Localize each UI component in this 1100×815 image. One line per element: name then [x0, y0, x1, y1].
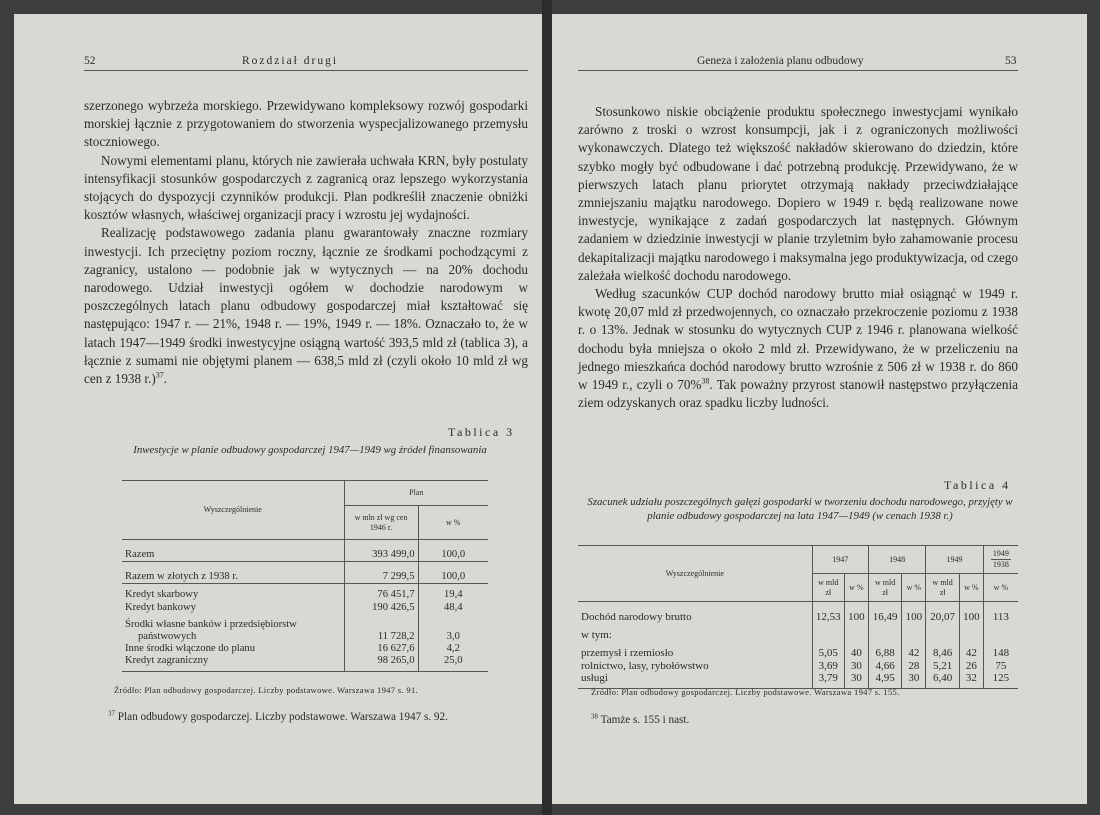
table-4-subheader-pct: w % — [959, 574, 983, 602]
table-cell: 26 — [959, 660, 983, 672]
table-cell: 8,46 — [926, 642, 960, 660]
table-cell-label: Kredyt bankowy — [125, 601, 196, 613]
table-row — [578, 624, 1018, 642]
table-cell-value: 11 728,2 — [344, 631, 418, 643]
table-4-subheader-value: w mld zł — [812, 574, 844, 602]
footnote-38-number: 38 — [591, 712, 598, 721]
table-cell-value: 190 426,5 — [344, 602, 418, 614]
table-3-header-pct: w % — [418, 506, 488, 540]
footnote-37-text: Plan odbudowy gospodarczej. Liczby podstawowe. Warszawa 1947 s. 92. — [117, 711, 448, 723]
table-row — [122, 655, 488, 672]
table-4-caption: Szacunek udziału poszczególnych gałęzi gospodarki w tworzeniu dochodu narodowego, przyjęty w planie odbudowy gospodarczej na lata 1947—1949 (w cenach 1938 r.) — [587, 496, 1013, 522]
table-cell: 75 — [983, 660, 1018, 672]
table-row — [122, 562, 488, 584]
table-cell-label: Inne środki włączone do planu — [125, 642, 256, 654]
table-cell-label: Razem w złotych z 1938 r. — [122, 562, 344, 584]
table-cell-label: Środki własne banków i przedsiębiorstw — [125, 618, 297, 630]
table-cell — [844, 624, 868, 642]
table-cell — [926, 624, 960, 642]
right-paragraph-2-tail: . Tak poważny przyrost stanowił następstwo przyłączenia ziem odzyskanych oraz spadku liczby ludności. — [578, 377, 1018, 411]
table-row — [578, 672, 1018, 689]
table-cell-value: 98 265,0 — [344, 655, 418, 672]
table-cell-label: państwowych — [138, 630, 197, 642]
right-paragraph-2 — [578, 285, 1018, 412]
table-cell-pct — [418, 614, 488, 631]
left-paragraph-1: szerzonego wybrzeża morskiego. Przewidywano kompleksowy rozwój gospodarki morskiej łącznie z przygotowaniem do stworzenia wyspecjalizowanego przemysłu stoczniowego. — [84, 98, 528, 150]
table-4-subheader-pct: w % — [844, 574, 868, 602]
table-4-subheader-pct: w % — [902, 574, 926, 602]
table-4-subheader-value: w mld zł — [868, 574, 902, 602]
table-cell-value: 7 299,5 — [344, 562, 418, 584]
right-page-number: 53 — [1005, 55, 1017, 67]
table-cell-label: Dochód narodowy brutto — [581, 611, 692, 624]
table-cell: 5,21 — [926, 660, 960, 672]
left-paragraph-3: Realizację podstawowego zadania planu gwarantowały znaczne rozmiary inwestycji. Ich przeciętny poziom roczny, łącznie ze środkami pochodzącymi z zagranicy, ustalono — podobnie jak w wytycznych — na 20% dochodu narodowego. Udział inwestycji ogółem w dochodzie narodowym w poszczególnych latach planu odbudowy gospodarczej miał kształtować się następująco: 1947 r. — 21%, 1948 r. — 19%, 1949 r. — 18%. Oznaczało to, że w latach 1947—1949 środki inwestycyjne osiągną wartość 393,5 mld zł (tablica 3), a łącznie z sumami nie objętymi planem — 638,5 mld zł (czyli około 10 mld zł wg cen z 1938 r.)$^{37}$. — [84, 225, 528, 387]
footnote-38-text: Tamże s. 155 i nast. — [600, 714, 690, 726]
table-cell — [812, 624, 844, 642]
table-3-source: Źródło: Plan odbudowy gospodarczej. Liczby podstawowe. Warszawa 1947 s. 91. — [114, 685, 418, 695]
footnote-38 — [591, 714, 689, 726]
left-running-head: Rozdział drugi — [242, 55, 339, 67]
table-cell: 148 — [983, 642, 1018, 660]
table-cell: 3,79 — [812, 672, 844, 689]
table-cell: 113 — [983, 602, 1018, 624]
table-cell-pct: 25,0 — [418, 655, 488, 672]
table-row — [122, 540, 488, 562]
table-cell-label: Razem — [125, 548, 155, 560]
table-cell — [868, 624, 902, 642]
footnote-ref-37: 37 — [155, 370, 164, 380]
table-cell: 3,69 — [812, 660, 844, 672]
table-cell: 42 — [959, 642, 983, 660]
table-4-subheader-value: w mld zł — [926, 574, 960, 602]
table-cell: 5,05 — [812, 642, 844, 660]
footnote-37-number: 37 — [108, 709, 115, 718]
table-cell-label: Kredyt skarbowy — [122, 584, 344, 602]
table-row — [122, 584, 488, 602]
table-cell: 4,66 — [868, 660, 902, 672]
table-row — [122, 631, 488, 643]
table-cell: 4,95 — [868, 672, 902, 689]
table-4-header-1947: 1947 — [812, 546, 868, 574]
table-4-header-item: Wyszczególnienie — [578, 546, 812, 602]
table-cell-pct: 100,0 — [418, 562, 488, 584]
left-header-rule — [84, 70, 528, 71]
book-gutter — [542, 0, 552, 815]
table-cell-pct: 19,4 — [418, 584, 488, 602]
table-row — [122, 602, 488, 614]
table-cell-pct: 48,4 — [443, 601, 463, 613]
table-cell-pct: 4,2 — [446, 642, 460, 654]
footnote-37 — [108, 711, 448, 723]
table-cell — [959, 624, 983, 642]
table-cell: 12,53 — [812, 602, 844, 624]
table-cell — [983, 624, 1018, 642]
table-cell: 32 — [959, 672, 983, 689]
table-cell: 30 — [844, 672, 868, 689]
table-cell: 6,88 — [868, 642, 902, 660]
table-cell-label: przemysł i rzemiosło — [581, 647, 674, 660]
table-3-header-item: Wyszczególnienie — [122, 481, 344, 540]
table-cell: 30 — [844, 660, 868, 672]
table-4-header-ratio — [983, 546, 1018, 574]
table-cell-label: Kredyt zagraniczny — [122, 655, 344, 672]
table-4-header-1948: 1948 — [868, 546, 925, 574]
right-header-rule — [578, 70, 1018, 71]
table-cell: 100 — [959, 602, 983, 624]
table-cell: 100 — [902, 602, 926, 624]
table-4-subheader-pct: w % — [983, 574, 1018, 602]
table-cell — [902, 624, 926, 642]
table-4-label: Tablica 4 — [944, 478, 1011, 492]
right-paragraph-1: Stosunkowo niskie obciążenie produktu społecznego inwestycjami wynikało zarówno z troski o wzrost konsumpcji, jak i z ograniczonych możliwości wykonawczych. Dlatego też większość nakładów skierowano do dziedzin, które szybko mogły być odbudowane i dać potrzebną produkcję. Przewidywano, że w pierwszych latach planu priorytet otrzymają nakłady przeciwdziałające zmniejszaniu majątku narodowego. Dopiero w 1949 r. będą realizowane nowe inwestycje, wynikające z zadań gospodarczych lat następnych. Głównym zadaniem w dziedzinie inwestycji w planie trzyletnim było zahamowanie procesu dekapitalizacji majątku narodowego i maksymalna jego produktywizacja, od czego zależała wielkość dochodu narodowego. — [578, 104, 1018, 283]
table-cell-value — [344, 614, 418, 631]
table-3-label: Tablica 3 — [448, 425, 515, 439]
right-body-text — [578, 103, 1018, 412]
table-4 — [578, 545, 1018, 689]
table-row — [578, 602, 1018, 624]
table-row — [578, 660, 1018, 672]
table-cell-pct: 3,0 — [446, 630, 460, 642]
table-cell-label: w tym: — [581, 629, 612, 642]
right-running-head: Geneza i założenia planu odbudowy — [697, 55, 864, 67]
table-3-caption: Inwestycje w planie odbudowy gospodarczej 1947—1949 wg źródeł finansowania — [133, 444, 487, 456]
table-4-header-1949: 1949 — [926, 546, 983, 574]
table-row — [122, 614, 488, 631]
left-paragraph-3-text: Realizację podstawowego zadania planu gwarantowały znaczne rozmiary inwestycji. Ich przeciętny poziom roczny, łącznie ze środkami pochodzącymi z zagranicy, ustalono — podobnie jak w wytycznych — na 20% dochodu narodowego. Udział inwestycji ogółem w dochodzie narodowym w poszczególnych latach planu odbudowy gospodarczej miał kształtować się następująco: 1947 r. — 21%, 1948 r. — 19%, 1949 r. — 18%. Oznaczało to, że w latach 1947—1949 środki inwestycyjne osiągną wartość 393,5 mld zł (tablica 3), a łącznie z sumami nie objętymi planem — 638,5 mld zł (czyli około 10 mld zł wg cen z 1938 r.) — [84, 225, 528, 387]
table-row — [578, 642, 1018, 660]
table-3-header-value: w mln zł wg cen 1946 r. — [344, 506, 418, 540]
left-body-text — [84, 97, 528, 388]
table-row — [122, 643, 488, 655]
table-4-ratio-bottom: 1938 — [992, 560, 1009, 569]
table-cell: 125 — [983, 672, 1018, 689]
table-cell: 100 — [844, 602, 868, 624]
table-cell: 6,40 — [926, 672, 960, 689]
left-page-number: 52 — [84, 55, 96, 67]
table-cell: 40 — [844, 642, 868, 660]
table-cell-pct: 100,0 — [441, 548, 466, 560]
table-cell: 30 — [902, 672, 926, 689]
table-cell: 42 — [902, 642, 926, 660]
table-cell-label: rolnictwo, lasy, rybołówstwo — [581, 659, 709, 672]
table-4-source: Źródło: Plan odbudowy gospodarczej. Liczby podstawowe. Warszawa 1947 s. 155. — [591, 687, 900, 697]
table-3-header-plan: Plan — [344, 481, 488, 506]
table-cell: 28 — [902, 660, 926, 672]
table-cell-value: 76 451,7 — [344, 584, 418, 602]
table-cell: 20,07 — [926, 602, 960, 624]
table-3 — [122, 480, 488, 672]
left-paragraph-2: Nowymi elementami planu, których nie zawierała uchwała KRN, były postulaty intensyfikacji stosunków gospodarczych z zagranicą oraz lepszego wykorzystania stojących do dyspozycji czynników produkcji. Plan podkreślił znaczenie obniżki kosztów własnych, właściwej organizacji pracy i wzrostu jej wydajności. — [84, 152, 528, 223]
table-4-ratio-top: 1949 — [991, 549, 1011, 560]
table-cell-value: 393 499,0 — [344, 540, 418, 562]
table-cell-label: usługi — [578, 672, 812, 689]
table-cell: 16,49 — [868, 602, 902, 624]
table-cell-value: 16 627,6 — [344, 643, 418, 655]
footnote-ref-38: 38 — [701, 376, 710, 386]
right-paragraph-2-text: Według szacunków CUP dochód narodowy brutto miał osiągnąć w 1949 r. kwotę 20,07 mld zł przedwojennych, co oznaczało przekroczenie poziomu z 1938 r. o 13%. Jednak w stosunku do wytycznych CUP z 1946 r. planowana wielkość dochodu była mniejsza o około 2 mld zł. Przewidywano, że w przeliczeniu na jednego mieszkańca dochód narodowy brutto wzrośnie z 506 zł w 1938 r. do 860 w 1949 r., czyli o 70% — [578, 286, 1018, 393]
